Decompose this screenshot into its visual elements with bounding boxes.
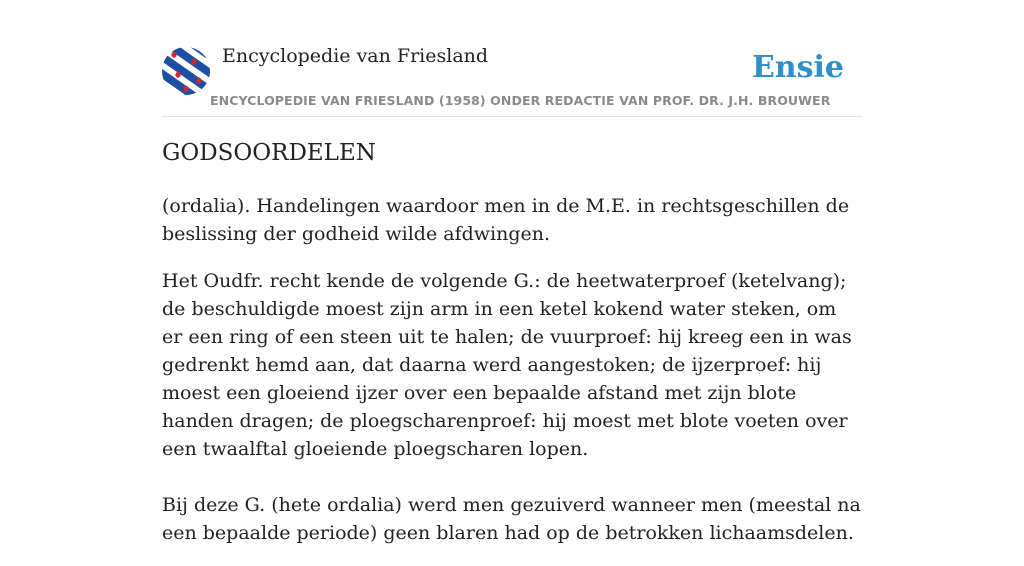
entry-body [162, 192, 862, 566]
site-title-link[interactable]: Encyclopedie van Friesland [222, 45, 489, 67]
page [162, 0, 862, 544]
ensie-logo-link[interactable]: Ensie [751, 50, 844, 85]
site-subtitle: ENCYCLOPEDIE VAN FRIESLAND (1958) ONDER REDACTIE VAN PROF. DR. J.H. BROUWER [210, 93, 831, 108]
paragraph-outcome: Bij deze G. (hete ordalia) werd men gezuiverd wanneer men (meestal na een bepaalde periode) geen blaren had op de betrokken lichaamsdelen. [162, 494, 861, 544]
paragraph-ordalia-types: Het Oudfr. recht kende de volgende G.: de heetwaterproef (ketelvang); de beschuldigde moest zijn arm in een ketel kokend water steken, om er een ring of een steen uit te halen; de vuurproef: hij kreeg een in was gedrenkt hemd aan, dat daarna werd aangestoken; de ijzerproef: hij moest een gloeiend ijzer over een bepaalde afstand met zijn blote handen dragen; de ploegscharenproef: hij moest met blote voeten over een twaalftal gloeiende ploegscharen lopen. [162, 270, 852, 460]
site-header [162, 0, 862, 117]
entry-title: GODSOORDELEN [162, 140, 376, 166]
paragraph-definition: (ordalia). Handelingen waardoor men in de M.E. in rechtsgeschillen de beslissing der godheid wilde afdwingen. [162, 195, 850, 245]
frisian-flag-icon[interactable] [162, 47, 210, 95]
